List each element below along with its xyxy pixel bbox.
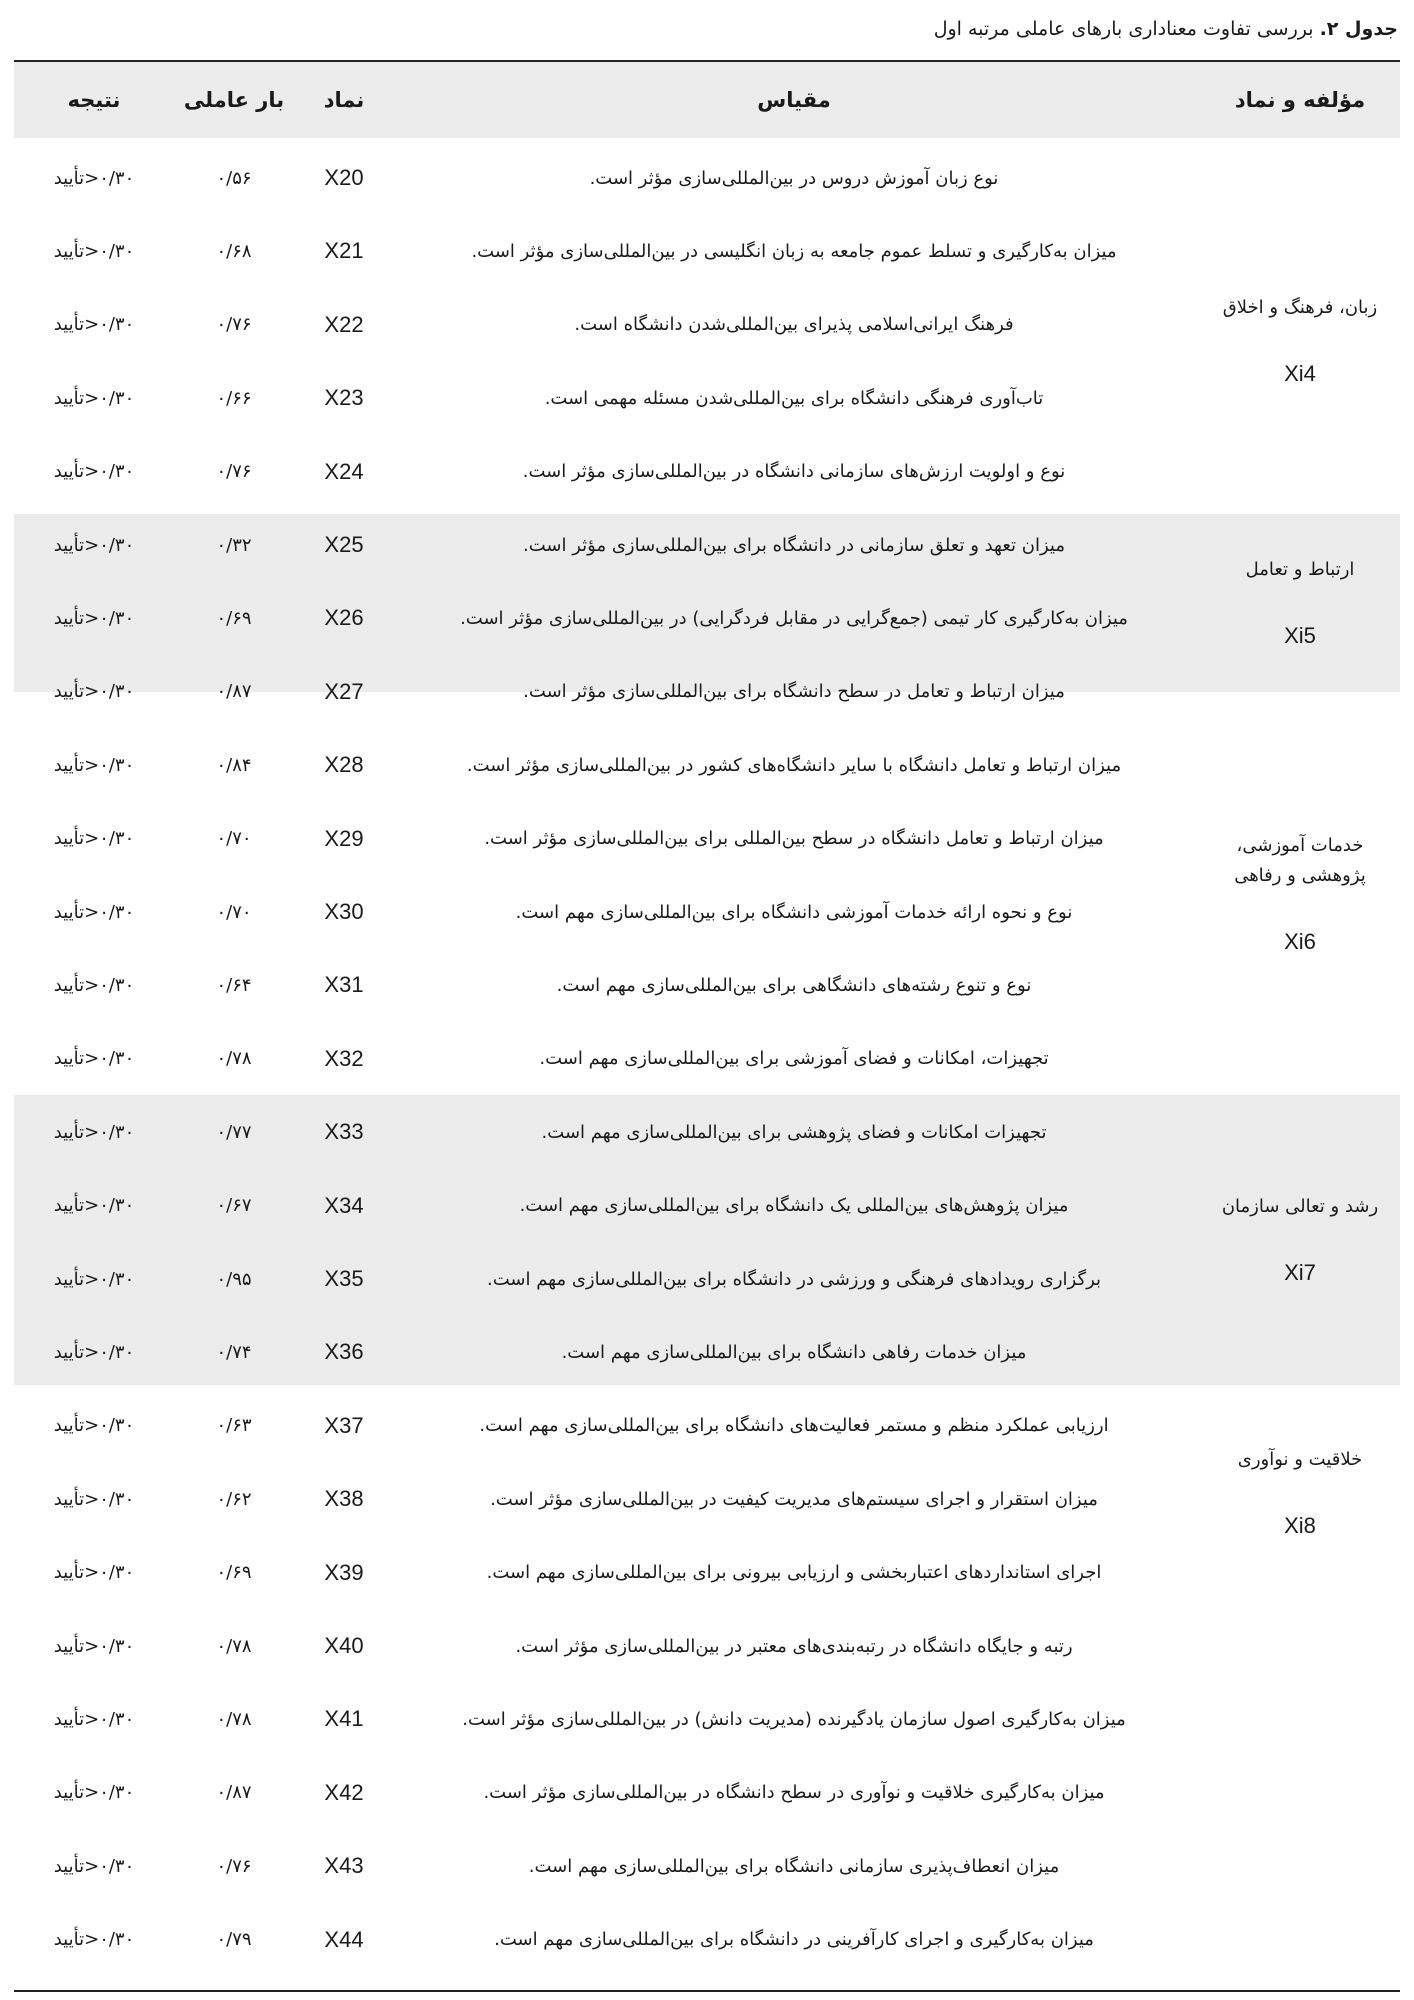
symbol-cell: X20 bbox=[324, 165, 364, 190]
table-row bbox=[14, 1829, 1400, 1903]
scale-cell: تجهیزات، امکانات و فضای آموزشی برای بین‌المللی‌سازی مهم است. bbox=[539, 1048, 1049, 1070]
symbol-cell: X35 bbox=[324, 1266, 364, 1291]
table-row bbox=[14, 288, 1400, 362]
table-row bbox=[14, 1462, 1400, 1536]
symbol-cell: X21 bbox=[324, 238, 364, 264]
result-cell: ۰/۳۰<تأیید bbox=[53, 387, 135, 409]
factor-load-cell: ۰/۶۷ bbox=[216, 1195, 252, 1217]
table-row bbox=[14, 1903, 1400, 1977]
result-cell: ۰/۳۰<تأیید bbox=[53, 1635, 135, 1657]
factor-load-cell: ۰/۷۶ bbox=[216, 461, 252, 483]
result-cell: ۰/۳۰<تأیید bbox=[53, 1488, 135, 1510]
factor-load-cell: ۰/۶۲ bbox=[216, 1488, 252, 1510]
table-row bbox=[14, 875, 1400, 949]
scale-cell: میزان به‌کارگیری خلاقیت و نوآوری در سطح دانشگاه در بین‌المللی‌سازی مؤثر است. bbox=[483, 1782, 1105, 1804]
result-cell: ۰/۳۰<تأیید bbox=[53, 1562, 135, 1584]
scale-cell: میزان استقرار و اجرای سیستم‌های مدیریت کیفیت در بین‌المللی‌سازی مؤثر است. bbox=[490, 1488, 1098, 1510]
header-result: نتیجه bbox=[67, 88, 121, 112]
factor-load-cell: ۰/۸۴ bbox=[216, 754, 252, 776]
component-name: رشد و تعالی سازمان bbox=[1221, 1196, 1379, 1217]
table-row bbox=[14, 1536, 1400, 1610]
result-cell: ۰/۳۰<تأیید bbox=[53, 1415, 135, 1437]
table-row bbox=[14, 1609, 1400, 1683]
table-row bbox=[14, 141, 1400, 215]
factor-load-cell: ۰/۶۶ bbox=[216, 387, 252, 409]
symbol-cell: X43 bbox=[324, 1853, 364, 1879]
table-caption-label: جدول ۲. bbox=[1319, 18, 1398, 40]
scale-cell: تجهیزات امکانات و فضای پژوهشی برای بین‌المللی‌سازی مهم است. bbox=[541, 1121, 1047, 1143]
table-row bbox=[14, 1315, 1400, 1389]
result-cell: ۰/۳۰<تأیید bbox=[53, 314, 135, 336]
scale-cell: تاب‌آوری فرهنگی دانشگاه برای بین‌المللی‌شدن مسئله مهمی است. bbox=[544, 387, 1044, 409]
scale-cell: میزان تعهد و تعلق سازمانی در دانشگاه برای بین‌المللی‌سازی مؤثر است. bbox=[523, 534, 1065, 556]
table-row bbox=[14, 655, 1400, 729]
symbol-cell: X34 bbox=[324, 1192, 364, 1218]
component-name: خلاقیت و نوآوری bbox=[1237, 1448, 1363, 1470]
symbol-cell: X44 bbox=[324, 1926, 364, 1952]
factor-load-cell: ۰/۵۶ bbox=[216, 167, 252, 189]
table-row bbox=[14, 361, 1400, 435]
table-row bbox=[14, 508, 1400, 582]
table-row bbox=[14, 728, 1400, 802]
component-symbol: Xi8 bbox=[1284, 1512, 1316, 1538]
result-cell: ۰/۳۰<تأیید bbox=[53, 1341, 135, 1363]
symbol-cell: X38 bbox=[324, 1486, 364, 1512]
scale-cell: میزان ارتباط و تعامل در سطح دانشگاه برای بین‌المللی‌سازی مؤثر است. bbox=[523, 681, 1065, 703]
table-row bbox=[14, 1682, 1400, 1756]
header-scale: مقیاس bbox=[757, 88, 831, 112]
scale-cell: میزان خدمات رفاهی دانشگاه برای بین‌المللی‌سازی مهم است. bbox=[561, 1341, 1027, 1363]
symbol-cell: X37 bbox=[324, 1412, 364, 1438]
component-name: خدمات آموزشی، پژوهشی و رفاهی bbox=[1234, 834, 1366, 886]
factor-load-cell: ۰/۷۸ bbox=[216, 1708, 252, 1730]
scale-cell: نوع و نحوه ارائه خدمات آموزشی دانشگاه برای بین‌المللی‌سازی مهم است. bbox=[515, 901, 1073, 923]
symbol-cell: X26 bbox=[324, 605, 364, 631]
factor-load-cell: ۰/۷۸ bbox=[216, 1635, 252, 1657]
scale-cell: برگزاری رویدادهای فرهنگی و ورزشی در دانشگاه برای بین‌المللی‌سازی مهم است. bbox=[487, 1268, 1102, 1290]
factor-load-cell: ۰/۶۹ bbox=[216, 607, 252, 629]
component-symbol: Xi4 bbox=[1284, 361, 1316, 386]
scale-cell: ارزیابی عملکرد منظم و مستمر فعالیت‌های دانشگاه برای بین‌المللی‌سازی مهم است. bbox=[479, 1415, 1109, 1437]
factor-load-cell: ۰/۷۶ bbox=[216, 314, 252, 336]
table-row bbox=[14, 1242, 1400, 1316]
symbol-cell: X24 bbox=[324, 458, 364, 484]
symbol-cell: X39 bbox=[324, 1559, 364, 1585]
factor-load-cell: ۰/۶۸ bbox=[216, 240, 252, 262]
scale-cell: نوع و اولویت ارزش‌های سازمانی دانشگاه در بین‌المللی‌سازی مؤثر است. bbox=[522, 461, 1066, 483]
result-cell: ۰/۳۰<تأیید bbox=[53, 681, 135, 703]
factor-load-cell: ۰/۷۷ bbox=[216, 1121, 252, 1143]
result-cell: ۰/۳۰<تأیید bbox=[53, 754, 135, 776]
component-name: ارتباط و تعامل bbox=[1245, 559, 1355, 580]
result-cell: ۰/۳۰<تأیید bbox=[53, 461, 135, 483]
factor-load-cell: ۰/۶۳ bbox=[216, 1415, 252, 1437]
symbol-cell: X22 bbox=[324, 311, 364, 337]
scale-cell: میزان ارتباط و تعامل دانشگاه با سایر دانشگاه‌های کشور در بین‌المللی‌سازی مؤثر است. bbox=[466, 754, 1122, 776]
factor-load-cell: ۰/۳۲ bbox=[216, 534, 252, 556]
scale-cell: فرهنگ ایرانی‌اسلامی پذیرای بین‌المللی‌شدن دانشگاه است. bbox=[574, 314, 1014, 336]
table-row bbox=[14, 1389, 1400, 1463]
table-row bbox=[14, 214, 1400, 288]
symbol-cell: X32 bbox=[324, 1045, 364, 1071]
factor-load-cell: ۰/۶۹ bbox=[216, 1562, 252, 1584]
result-cell: ۰/۳۰<تأیید bbox=[53, 1782, 135, 1804]
scale-cell: میزان به‌کارگیری و تسلط عموم جامعه به زبان انگلیسی در بین‌المللی‌سازی مؤثر است. bbox=[471, 240, 1117, 262]
result-cell: ۰/۳۰<تأیید bbox=[53, 1929, 135, 1951]
factor-load-cell: ۰/۹۵ bbox=[216, 1268, 252, 1290]
scale-cell: میزان به‌کارگیری اصول سازمان یادگیرنده (مدیریت دانش) در بین‌المللی‌سازی مؤثر است. bbox=[462, 1708, 1126, 1730]
factor-load-cell: ۰/۸۷ bbox=[216, 681, 252, 703]
component-symbol: Xi5 bbox=[1284, 623, 1316, 648]
scale-cell: نوع زبان آموزش دروس در بین‌المللی‌سازی مؤثر است. bbox=[589, 167, 999, 189]
table-row bbox=[14, 1169, 1400, 1243]
scale-cell: میزان به‌کارگیری کار تیمی (جمع‌گرایی در مقابل فردگرایی) در بین‌المللی‌سازی مؤثر است. bbox=[460, 607, 1128, 629]
scale-cell: میزان به‌کارگیری و اجرای کارآفرینی در دانشگاه برای بین‌المللی‌سازی مهم است. bbox=[494, 1929, 1094, 1951]
factor-load-cell: ۰/۷۸ bbox=[216, 1048, 252, 1070]
result-cell: ۰/۳۰<تأیید bbox=[53, 1195, 135, 1217]
result-cell: ۰/۳۰<تأیید bbox=[53, 607, 135, 629]
result-cell: ۰/۳۰<تأیید bbox=[53, 1708, 135, 1730]
symbol-cell: X33 bbox=[324, 1119, 364, 1145]
factor-load-cell: ۰/۷۰ bbox=[216, 901, 252, 923]
scale-cell: میزان انعطاف‌پذیری سازمانی دانشگاه برای بین‌المللی‌سازی مهم است. bbox=[528, 1855, 1060, 1877]
result-cell: ۰/۳۰<تأیید bbox=[53, 167, 135, 189]
factor-load-cell: ۰/۷۶ bbox=[216, 1855, 252, 1877]
symbol-cell: X27 bbox=[324, 678, 364, 704]
symbol-cell: X28 bbox=[324, 752, 364, 778]
table-row bbox=[14, 802, 1400, 876]
symbol-cell: X30 bbox=[324, 899, 364, 924]
result-cell: ۰/۳۰<تأیید bbox=[53, 1048, 135, 1070]
result-cell: ۰/۳۰<تأیید bbox=[53, 1268, 135, 1290]
header-factor-load: بار عاملی bbox=[183, 88, 285, 112]
symbol-cell: X23 bbox=[324, 385, 364, 411]
result-cell: ۰/۳۰<تأیید bbox=[53, 534, 135, 556]
result-cell: ۰/۳۰<تأیید bbox=[53, 240, 135, 262]
result-cell: ۰/۳۰<تأیید bbox=[53, 974, 135, 996]
component-name: زبان، فرهنگ و اخلاق bbox=[1222, 297, 1378, 318]
symbol-cell: X25 bbox=[324, 532, 364, 557]
table-caption-text: بررسی تفاوت معناداری بارهای عاملی مرتبه اول bbox=[933, 18, 1314, 40]
symbol-cell: X40 bbox=[324, 1633, 364, 1658]
factor-load-cell: ۰/۷۴ bbox=[216, 1341, 252, 1363]
table-caption bbox=[934, 18, 1398, 40]
symbol-cell: X29 bbox=[324, 825, 364, 851]
table-bottom-rule bbox=[14, 1990, 1400, 1992]
result-cell: ۰/۳۰<تأیید bbox=[53, 1855, 135, 1877]
factor-load-cell: ۰/۶۴ bbox=[216, 974, 252, 996]
table-row bbox=[14, 435, 1400, 509]
symbol-cell: X36 bbox=[324, 1339, 364, 1365]
table-row bbox=[14, 1095, 1400, 1169]
scale-cell: اجرای استانداردهای اعتباربخشی و ارزیابی بیرونی برای بین‌المللی‌سازی مهم است. bbox=[486, 1562, 1102, 1584]
result-cell: ۰/۳۰<تأیید bbox=[53, 1121, 135, 1143]
header-symbol: نماد bbox=[323, 88, 365, 112]
scale-cell: میزان ارتباط و تعامل دانشگاه در سطح بین‌المللی برای بین‌المللی‌سازی مؤثر است. bbox=[484, 828, 1104, 850]
scale-cell: نوع و تنوع رشته‌های دانشگاهی برای بین‌المللی‌سازی مهم است. bbox=[556, 974, 1032, 996]
symbol-cell: X42 bbox=[324, 1779, 364, 1805]
scale-cell: رتبه و جایگاه دانشگاه در رتبه‌بندی‌های معتبر در بین‌المللی‌سازی مؤثر است. bbox=[515, 1635, 1073, 1657]
table-row bbox=[14, 1756, 1400, 1830]
factor-load-cell: ۰/۷۹ bbox=[216, 1929, 252, 1951]
symbol-cell: X31 bbox=[324, 972, 364, 998]
table-row bbox=[14, 581, 1400, 655]
table-row bbox=[14, 1022, 1400, 1096]
factor-load-cell: ۰/۸۷ bbox=[216, 1782, 252, 1804]
component-symbol: Xi6 bbox=[1284, 928, 1316, 954]
scale-cell: میزان پژوهش‌های بین‌المللی یک دانشگاه برای بین‌المللی‌سازی مهم است. bbox=[519, 1195, 1069, 1217]
factor-load-cell: ۰/۷۰ bbox=[216, 828, 252, 850]
result-cell: ۰/۳۰<تأیید bbox=[53, 828, 135, 850]
table-row bbox=[14, 948, 1400, 1022]
component-symbol: Xi7 bbox=[1284, 1260, 1316, 1285]
header-component: مؤلفه و نماد bbox=[1234, 88, 1366, 112]
symbol-cell: X41 bbox=[324, 1706, 364, 1732]
result-cell: ۰/۳۰<تأیید bbox=[53, 901, 135, 923]
